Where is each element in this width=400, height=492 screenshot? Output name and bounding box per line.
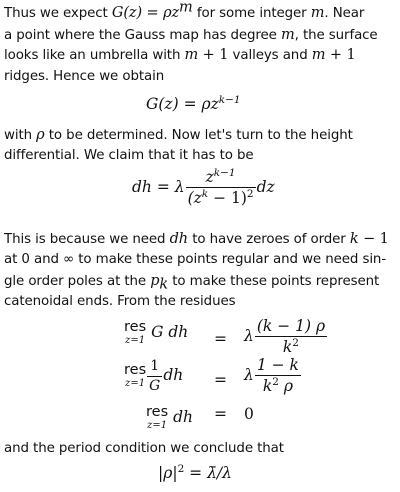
residue-row-3-eq: =: [214, 405, 227, 423]
text-line-8: at 0 and ∞ to make these points regular and we need sin-: [4, 252, 387, 267]
residue-operator: res z=1: [124, 319, 147, 346]
text-line-1: Thus we expect $G(z) = \rho z^m$ for some integer m. Near: [4, 0, 365, 21]
fraction: $\frac{z^{k-1}}{(z^k - 1)^2}$: [187, 166, 254, 208]
text-line-3: looks like an umbrella with m + 1 valleys and m + 1: [4, 47, 356, 63]
equation-height-differential: dh = λ $\frac{z^{k-1}}{(z^k - 1)^2}$ dz: [132, 166, 275, 208]
text-line-11: and the period condition we conclude that: [4, 441, 284, 456]
residue-row-3: res z=1 dh: [146, 404, 193, 431]
text-line-2: a point where the Gauss map has degree m, the surface: [4, 27, 378, 43]
residue-row-2: res z=1 $\frac{1}{G}$ dh: [124, 358, 184, 394]
fraction: $\frac{1}{G}$: [149, 358, 161, 394]
text-line-4: ridges. Hence we obtain: [4, 69, 165, 84]
residue-row-1-rhs: λ $\frac{(k - 1) \rho}{k^2}$: [244, 317, 326, 357]
text-line-9: gle order poles at the $p_k$ to make these points represent: [4, 273, 380, 293]
fraction: $\frac{(k - 1) \rho}{k^2}$: [256, 317, 326, 357]
residue-operator: res z=1: [146, 404, 169, 431]
residue-row-2-eq: =: [214, 371, 227, 389]
residue-row-1: res z=1 G dh: [124, 319, 189, 346]
residue-operator: res z=1: [124, 362, 147, 389]
equation-gauss-map: $G(z) = \rho z^{k-1}$: [146, 93, 241, 113]
text-line-6: differential. We claim that it has to be: [4, 148, 254, 163]
residue-row-2-rhs: λ $\frac{1 - k}{k^2 \rho}$: [244, 356, 299, 396]
text-line-7: This is because we need dh to have zeroes of order k − 1: [4, 231, 389, 247]
residue-row-3-rhs: 0: [244, 405, 254, 423]
text-line-10: catenoidal ends. From the residues: [4, 294, 236, 309]
fraction: $\frac{1 - k}{k^2 \rho}$: [256, 356, 299, 396]
equation-period-condition: $|\rho|^2$ = λ̄/λ: [158, 462, 232, 482]
residue-row-1-eq: =: [214, 330, 227, 348]
text-line-5: with ρ to be determined. Now let's turn to the height: [4, 127, 353, 143]
